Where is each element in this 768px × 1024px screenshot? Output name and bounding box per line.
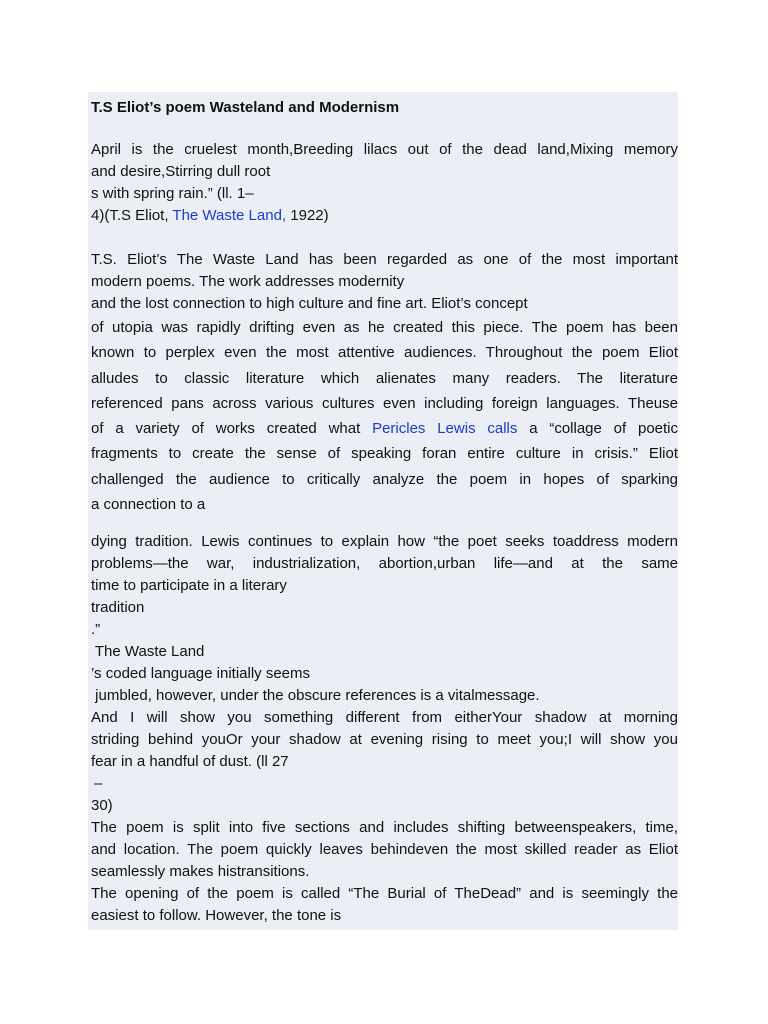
paragraph-intro xyxy=(91,249,678,517)
paragraph-line: easiest to follow. However, the tone is xyxy=(91,907,342,925)
paragraph-line: The opening of the poem is called “The Burial of TheDead” and is seemingly the xyxy=(91,885,678,903)
paragraph-line: tradition xyxy=(91,599,145,617)
paragraph-line: 30) xyxy=(91,797,113,815)
paragraph-line: The Waste Land xyxy=(91,643,205,661)
paragraph-line: problems—the war, industrialization, abortion,urban life—and at the same xyxy=(91,555,678,573)
quote-line: April is the cruelest month,Breeding lilacs out of the dead land,Mixing memory xyxy=(91,141,678,158)
paragraph-line: alludes to classic literature which alienates many readers. The literature xyxy=(91,369,678,387)
paragraph-line: striding behind youOr your shadow at evening rising to meet you;I will show you xyxy=(91,731,678,749)
waste-land-link[interactable]: The Waste Land, xyxy=(172,207,287,224)
line-text: of a variety of works created what xyxy=(91,420,373,438)
quote-citation xyxy=(91,205,678,227)
paragraph-line: time to participate in a literary xyxy=(91,577,287,595)
paragraph-line: ’s coded language initially seems xyxy=(91,665,311,683)
paragraph-line: dying tradition. Lewis continues to explain how “the poet seeks toaddress modern xyxy=(91,533,678,551)
paragraph-line: seamlessly makes histransitions. xyxy=(91,863,310,881)
paragraph-line: of utopia was rapidly drifting even as he created this piece. The poem has been xyxy=(91,319,678,336)
quote-line: s with spring rain.” (ll. 1– xyxy=(91,185,254,202)
document-title: T.S Eliot’s poem Wasteland and Modernism xyxy=(91,99,400,116)
paragraph-line: and the lost connection to high culture and fine art. Eliot’s concept xyxy=(91,295,528,312)
paragraph-line: The poem is split into five sections and includes shifting betweenspeakers, time, xyxy=(91,819,678,837)
paragraph-body xyxy=(91,531,678,927)
paragraph-line: and location. The poem quickly leaves behindeven the most skilled reader as Eliot xyxy=(91,841,678,859)
paragraph-line: challenged the audience to critically analyze the poem in hopes of sparking xyxy=(91,470,678,488)
pericles-lewis-link[interactable]: Pericles Lewis calls xyxy=(372,420,518,438)
paragraph-line xyxy=(91,416,678,441)
paragraph-line: .” xyxy=(91,621,101,639)
paragraph-line: fear in a handful of dust. (ll 27 xyxy=(91,753,289,771)
quote-line: and desire,Stirring dull root xyxy=(91,163,271,180)
paragraph-line: modern poems. The work addresses modernity xyxy=(91,273,405,290)
paragraph-line: referenced pans across various cultures even including foreign languages. Theuse xyxy=(91,394,678,412)
line-text: a “collage of poetic xyxy=(517,420,678,438)
paragraph-line: known to perplex even the most attentive audiences. Throughout the poem Eliot xyxy=(91,344,678,362)
paragraph-line: a connection to a xyxy=(91,496,206,514)
paragraph-line: T.S. Eliot’s The Waste Land has been regarded as one of the most important xyxy=(91,251,678,268)
citation-year: 1922) xyxy=(286,207,329,224)
document-page xyxy=(88,92,678,930)
paragraph-line: fragments to create the sense of speaking foran entire culture in crisis.” Eliot xyxy=(91,445,678,463)
paragraph-line: – xyxy=(94,775,103,793)
paragraph-line: jumbled, however, under the obscure references is a vitalmessage. xyxy=(91,687,540,705)
citation-text: 4)(T.S Eliot, xyxy=(91,207,173,224)
paragraph-line: And I will show you something different from eitherYour shadow at morning xyxy=(91,709,678,727)
opening-quote xyxy=(91,139,678,227)
